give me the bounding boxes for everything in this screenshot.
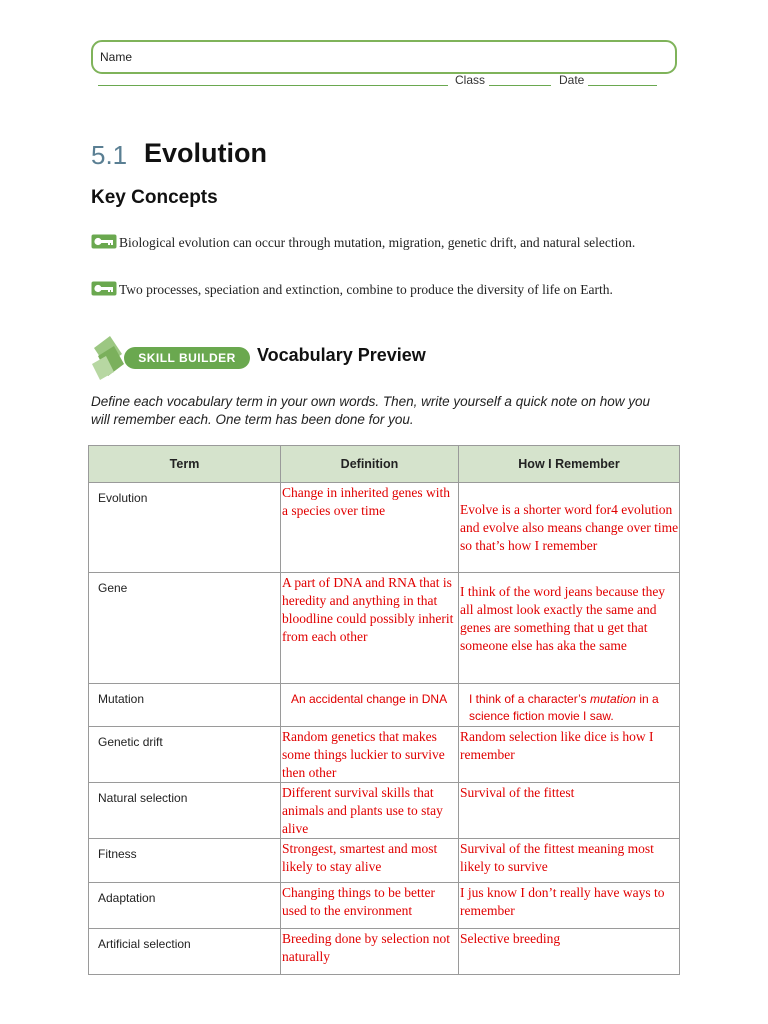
table-row bbox=[89, 839, 680, 883]
definition-cell[interactable]: Different survival skills that animals and plants use to stay alive bbox=[281, 783, 459, 839]
remember-text-emphasis: mutation bbox=[589, 692, 636, 706]
column-header-remember: How I Remember bbox=[459, 446, 680, 483]
date-label: Date bbox=[559, 73, 585, 87]
key-concepts-heading: Key Concepts bbox=[91, 187, 218, 208]
date-line bbox=[588, 85, 657, 86]
remember-text-a: I think of a character’s bbox=[469, 692, 590, 706]
key-icon bbox=[91, 281, 117, 296]
remember-text: Evolve is a shorter word for4 evolution and evolve also means change over time so that’s how I remember bbox=[460, 502, 679, 553]
class-label: Class bbox=[455, 73, 486, 87]
remember-cell[interactable]: Selective breeding bbox=[459, 929, 680, 975]
term-cell: Mutation bbox=[89, 684, 281, 727]
definition-cell[interactable]: Breeding done by selection not naturally bbox=[281, 929, 459, 975]
term-cell: Natural selection bbox=[89, 783, 281, 839]
table-row bbox=[89, 929, 680, 975]
key-icon bbox=[91, 234, 117, 249]
term-cell: Fitness bbox=[89, 839, 281, 883]
remember-cell[interactable]: Survival of the fittest bbox=[459, 783, 680, 839]
name-field-box[interactable] bbox=[91, 40, 677, 74]
remember-cell bbox=[459, 684, 680, 727]
key-concept-item bbox=[91, 234, 651, 270]
skill-builder-badge: SKILL BUILDER bbox=[124, 347, 250, 369]
term-cell: Adaptation bbox=[89, 883, 281, 929]
vocabulary-preview-title: Vocabulary Preview bbox=[257, 345, 426, 365]
term-cell: Gene bbox=[89, 573, 281, 684]
table-row bbox=[89, 483, 680, 573]
vocabulary-table bbox=[88, 445, 680, 975]
remember-cell[interactable] bbox=[459, 573, 680, 684]
remember-cell[interactable]: Survival of the fittest meaning most likely to survive bbox=[459, 839, 680, 883]
key-concept-text: Biological evolution can occur through mutation, migration, genetic drift, and natural selection. bbox=[119, 235, 636, 250]
class-line bbox=[489, 85, 551, 86]
instructions-text: Define each vocabulary term in your own words. Then, write yourself a quick note on how you will remember each. One term has been done for you. bbox=[91, 394, 651, 427]
table-header-row bbox=[89, 446, 680, 483]
definition-cell[interactable]: Random genetics that makes some things luckier to survive then other bbox=[281, 727, 459, 783]
definition-cell[interactable]: Change in inherited genes with a species over time bbox=[281, 483, 459, 573]
definition-cell[interactable]: Strongest, smartest and most likely to stay alive bbox=[281, 839, 459, 883]
page-title: Evolution bbox=[144, 138, 267, 168]
skill-builder-icon bbox=[88, 334, 128, 382]
definition-cell: An accidental change in DNA bbox=[281, 684, 459, 727]
key-concept-item bbox=[91, 281, 651, 317]
column-header-term: Term bbox=[89, 446, 281, 483]
term-cell: Genetic drift bbox=[89, 727, 281, 783]
remember-text: I think of the word jeans because they all almost look exactly the same and genes are something that u get that someone else has aka the same bbox=[460, 584, 666, 653]
definition-cell[interactable]: Changing things to be better used to the environment bbox=[281, 883, 459, 929]
term-cell: Artificial selection bbox=[89, 929, 281, 975]
column-header-definition: Definition bbox=[281, 446, 459, 483]
remember-cell[interactable]: Random selection like dice is how I remember bbox=[459, 727, 680, 783]
table-row bbox=[89, 727, 680, 783]
remember-text-b: in a science fiction movie I saw. bbox=[469, 692, 659, 723]
table-row bbox=[89, 573, 680, 684]
table-row bbox=[89, 783, 680, 839]
table-row bbox=[89, 883, 680, 929]
table-row bbox=[89, 684, 680, 727]
name-line bbox=[98, 85, 448, 86]
remember-cell[interactable] bbox=[459, 483, 680, 573]
term-cell: Evolution bbox=[89, 483, 281, 573]
remember-cell[interactable]: I jus know I don’t really have ways to remember bbox=[459, 883, 680, 929]
key-concept-text: Two processes, speciation and extinction, combine to produce the diversity of life on Earth. bbox=[119, 282, 613, 297]
section-number: 5.1 bbox=[91, 140, 128, 170]
name-label: Name bbox=[100, 50, 133, 64]
definition-cell[interactable]: A part of DNA and RNA that is heredity and anything in that bloodline could possibly inherit from each other bbox=[281, 573, 459, 684]
